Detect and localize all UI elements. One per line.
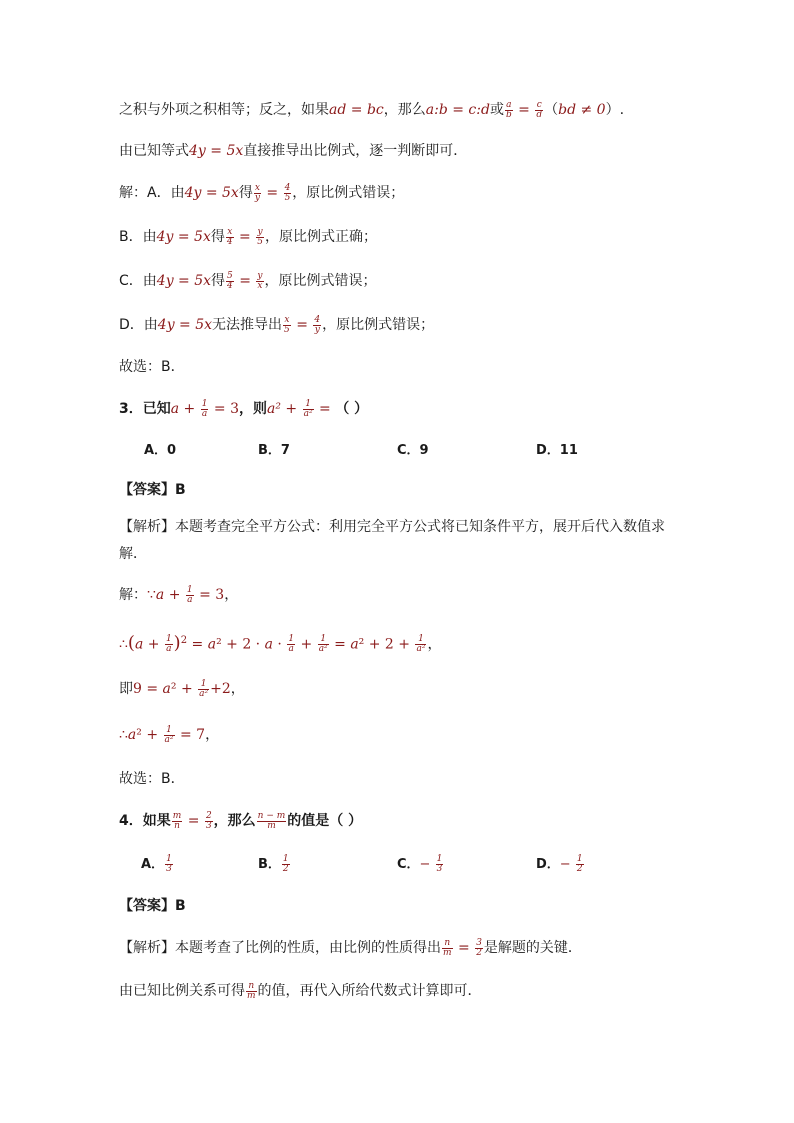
text: D．由 xyxy=(119,317,158,333)
math-bd-ne-0: bd ≠ 0 xyxy=(558,102,606,118)
text: ，原比例式错误； xyxy=(264,273,377,289)
answer-4: 【答案】B xyxy=(119,898,186,914)
text: ， xyxy=(427,636,442,653)
fraction-x-4: $\frac{x}{4}$ xyxy=(226,226,233,247)
text: ，那么 xyxy=(383,102,426,118)
text: ， xyxy=(224,587,239,603)
text: C．由 xyxy=(119,273,157,289)
text: 得 xyxy=(211,273,226,289)
text: 或 xyxy=(489,102,504,118)
text: B．由 xyxy=(119,229,157,245)
fraction-1-2: $\frac{1}{2}$ xyxy=(576,854,583,874)
fraction-n-minus-m-over-m: $\frac{n - m}{m}$ xyxy=(257,810,286,831)
text: ，那么 xyxy=(213,813,256,829)
fraction-5-4: $\frac{5}{4}$ xyxy=(227,270,233,291)
option-a[interactable]: A．0 xyxy=(144,443,177,458)
fraction-1-a2: $\frac{1}{\text{a²}}$ xyxy=(416,634,426,655)
text: 得 xyxy=(238,185,253,201)
text: 解： xyxy=(119,587,147,603)
option-d[interactable]: D．− $\frac{1}{2}$ xyxy=(536,854,583,874)
option-c[interactable]: C．9 xyxy=(397,443,429,458)
fraction-n-m: $\frac{n}{m}$ xyxy=(247,980,256,1001)
text: ）. xyxy=(605,102,625,118)
text: ，则 xyxy=(239,401,268,417)
math-ratio: a:b = c:d xyxy=(425,102,490,118)
math-4y-5x: 4y = 5x xyxy=(156,273,212,289)
fraction-n-m: $\frac{n}{m}$ xyxy=(443,937,452,958)
fraction-3-2: $\frac{3}{2}$ xyxy=(476,937,482,958)
step-3: 即9 = a² + $\frac{1}{\text{a²}}$ +2， xyxy=(119,678,245,699)
option-label: D． xyxy=(536,857,560,872)
fraction-m-n: $\frac{m}{n}$ xyxy=(172,810,182,831)
math-eq-7: = 7 xyxy=(175,727,206,743)
math-4y-5x: 4y = 5x xyxy=(156,229,211,245)
text: 解：A．由 xyxy=(119,185,185,201)
fraction-1-a: $\frac{1}{a}$ xyxy=(165,634,172,655)
option-c[interactable]: C．− $\frac{1}{3}$ xyxy=(397,854,443,874)
text: 得 xyxy=(210,229,225,245)
text: 之积与外项之积相等；反之，如果 xyxy=(119,102,329,118)
text: 【解析】本题考查了比例的性质，由比例的性质得出 xyxy=(119,940,441,956)
choice-line-3: 故选：B． xyxy=(119,771,185,787)
math-eq: = xyxy=(314,401,336,417)
text: 直接推导出比例式，逐一判断即可． xyxy=(243,143,468,159)
math-4y-5x: 4y = 5x xyxy=(189,143,244,159)
option-b[interactable]: B．7 xyxy=(258,443,290,458)
math-eq-3: = 3 xyxy=(194,587,225,603)
text: 的值是（ ） xyxy=(287,813,363,829)
fraction-1-2: $\frac{1}{2}$ xyxy=(282,854,289,874)
fraction-1-a2: $\frac{1}{\text{a²}}$ xyxy=(164,724,174,745)
explanation-4: 【解析】本题考查了比例的性质，由比例的性质得出 $\frac{n}{m}$ = $\frac{3}{2}$ 是解题的关键． xyxy=(119,937,582,958)
text-line-2 xyxy=(119,141,467,161)
text: ， xyxy=(230,681,245,697)
fraction-c-d: $\frac{c}{d}$ xyxy=(536,99,543,120)
text: 4．如果 xyxy=(119,813,171,829)
fraction-1-a: $\frac{1}{a}$ xyxy=(186,584,193,605)
math-eq-3: = 3 xyxy=(209,401,240,417)
fraction-1-3: $\frac{1}{3}$ xyxy=(436,854,443,874)
math-4y-5x: 4y = 5x xyxy=(157,317,213,333)
explanation-3-line-2: 解． xyxy=(119,546,147,562)
text: 3．已知 xyxy=(119,401,171,417)
text: ，原比例式错误； xyxy=(322,317,435,333)
fraction-4-5: $\frac{4}{5}$ xyxy=(284,182,291,203)
fraction-y-5: $\frac{y}{5}$ xyxy=(257,226,263,247)
fraction-x-y: $\frac{x}{y}$ xyxy=(254,182,260,203)
text: 由已知比例关系可得 xyxy=(119,983,245,999)
fraction-1-a: $\frac{1}{a}$ xyxy=(201,398,208,419)
text-line-last xyxy=(119,981,482,1001)
text: 即 xyxy=(119,681,133,697)
fraction-1-a: $\frac{1}{a}$ xyxy=(288,634,295,655)
text: ，原比例式错误； xyxy=(292,185,405,201)
fraction-2-3: $\frac{2}{3}$ xyxy=(205,810,212,831)
text: （ xyxy=(544,102,559,118)
fraction-y-x: $\frac{y}{x}$ xyxy=(257,270,263,291)
question-3: 3．已知a + $\frac{1}{a}$ = 3，则a² + $\frac{1}{\text{a²}}$ = （ ） xyxy=(119,398,369,419)
option-label: C． xyxy=(397,857,420,872)
text: 的值，再代入所给代数式计算即可． xyxy=(257,983,482,999)
fraction-1-a2: $\frac{1}{\text{a²}}$ xyxy=(303,398,313,419)
solution-line-d: D．由4y = 5x无法推导出 $\frac{x}{5}$ = $\frac{4}{y}$ ，原比例式错误； xyxy=(119,314,435,335)
question-4: 4．如果 $\frac{m}{n}$ = $\frac{2}{3}$ ，那么 $\frac{n - m}{m}$ 的值是（ ） xyxy=(119,810,363,831)
option-label: A． xyxy=(141,857,165,872)
fraction-4-y: $\frac{4}{y}$ xyxy=(314,314,321,335)
solution-line-b: B．由4y = 5x得 $\frac{x}{4}$ = $\frac{y}{5}$ ，原比例式正确； xyxy=(119,226,377,247)
text: 是解题的关键． xyxy=(483,940,582,956)
fraction-x-5: $\frac{x}{5}$ xyxy=(284,314,290,335)
answer-3: 【答案】B xyxy=(119,482,186,498)
option-a[interactable] xyxy=(141,855,174,875)
explanation-3-line-1: 【解析】本题考查完全平方公式：利用完全平方公式将已知条件平方，展开后代入数值求 xyxy=(119,519,665,535)
option-label: B． xyxy=(258,857,281,872)
math-4y-5x: 4y = 5x xyxy=(184,185,239,201)
math-ad-bc: ad = bc xyxy=(329,102,384,118)
text: ，原比例式正确； xyxy=(264,229,377,245)
text: ， xyxy=(205,727,220,743)
step-4: ∴a² + $\frac{1}{\text{a²}}$ = 7， xyxy=(119,724,220,745)
step-2: ∴(a + $\frac{1}{a}$ )$^2$ = a² + 2 · a · $\frac{1}{a}$ + $\frac{1}{\text{a²}}$ = a² + 2 + $\frac{1}{\text{a²}}$ ， xyxy=(119,632,442,655)
option-b[interactable] xyxy=(258,855,291,875)
fraction-1-a2: $\frac{1}{\text{a²}}$ xyxy=(318,634,328,655)
fraction-a-b: $\frac{a}{b}$ xyxy=(505,99,512,120)
text: 无法推导出 xyxy=(212,317,283,333)
text: 由已知等式 xyxy=(119,143,189,159)
solution-line-a: 解：A．由4y = 5x得 $\frac{x}{y}$ = $\frac{4}{5}$ ，原比例式错误； xyxy=(119,182,405,203)
text-line-1: 之积与外项之积相等；反之，如果ad = bc，那么a:b = c:d或 $\frac{a}{b}$ = $\frac{c}{d}$ （bd ≠ 0）. xyxy=(119,99,625,120)
step-1: 解：∵a + $\frac{1}{a}$ = 3， xyxy=(119,584,239,605)
fraction-1-a2: $\frac{1}{\text{a²}}$ xyxy=(199,678,209,699)
solution-line-c: C．由4y = 5x得 $\frac{5}{4}$ = $\frac{y}{x}$ ，原比例式错误； xyxy=(119,270,377,291)
option-d[interactable]: D．11 xyxy=(536,443,578,458)
fraction-1-3: $\frac{1}{3}$ xyxy=(166,854,172,874)
text: （ ） xyxy=(335,401,369,417)
choice-line: 故选：B． xyxy=(119,359,185,375)
